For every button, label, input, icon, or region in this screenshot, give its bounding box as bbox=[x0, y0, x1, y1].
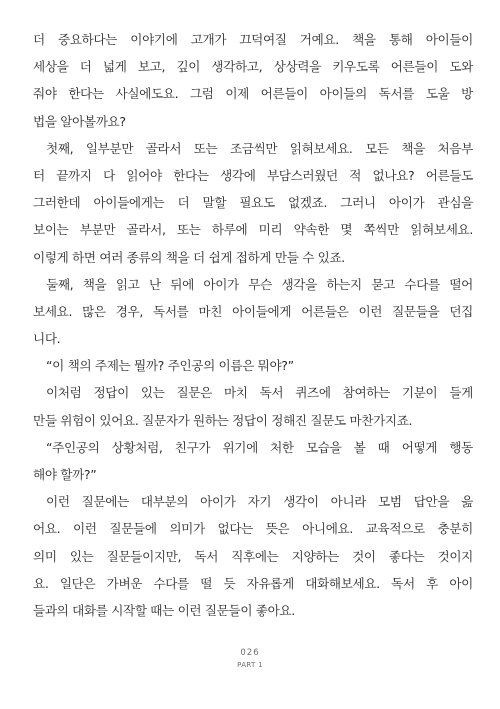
text-line-19: 어요. 이런 질문들에 의미가 없다는 뜻은 아니에요. 교육적으로 충분히 bbox=[33, 521, 473, 537]
text-line-11: 보세요. 많은 경우, 독서를 마친 아이들에게 어른들은 이런 질문들을 던집 bbox=[33, 303, 473, 319]
text-line-13: “이 책의 주제는 뭘까? 주인공의 이름은 뭐야?” bbox=[46, 358, 294, 374]
text-line-9: 이렇게 하면 여러 종류의 책을 더 쉽게 접하게 만들 수 있죠. bbox=[33, 249, 345, 265]
page-number: 026 bbox=[240, 648, 260, 658]
text-line-7: 그러한데 아이들에게는 더 말할 필요도 없겠죠. 그러니 아이가 관심을 bbox=[33, 195, 473, 211]
text-line-14: 이처럼 정답이 있는 질문은 마치 독서 퀴즈에 참여하는 기분이 들게 bbox=[46, 385, 473, 401]
text-line-22: 들과의 대화를 시작할 때는 이런 질문들이 좋아요. bbox=[33, 602, 295, 618]
part-label: PART 1 bbox=[237, 661, 263, 669]
text-line-18: 이런 질문에는 대부분의 아이가 자기 생각이 아니라 모범 답안을 읊 bbox=[46, 494, 473, 510]
body-text bbox=[33, 26, 473, 624]
text-line-6: 터 끝까지 다 읽어야 한다는 생각에 부담스러웠던 적 없나요? 어른들도 bbox=[33, 167, 473, 183]
text-line-2: 세상을 더 넓게 보고, 깊이 생각하고, 상상력을 키우도록 어른들이 도와 bbox=[33, 59, 473, 75]
text-line-21: 요. 일단은 가벼운 수다를 떨 듯 자유롭게 대화해보세요. 독서 후 아이 bbox=[33, 575, 473, 591]
text-line-15: 만들 위험이 있어요. 질문자가 원하는 정답이 정해진 질문도 마찬가지죠. bbox=[33, 412, 413, 428]
text-line-20: 의미 있는 질문들이지만, 독서 직후에는 지양하는 것이 좋다는 것이지 bbox=[33, 548, 473, 564]
text-line-10: 둘째, 책을 읽고 난 뒤에 아이가 무슨 생각을 하는지 묻고 수다를 떨어 bbox=[46, 276, 473, 292]
text-line-1: 더 중요하다는 이야기에 고개가 끄덕여질 거예요. 책을 통해 아이들이 bbox=[33, 32, 473, 47]
text-line-17: 해야 할까?” bbox=[33, 467, 97, 482]
text-line-5: 첫째, 일부분만 골라서 또는 조금씩만 읽혀보세요. 모든 책을 처음부 bbox=[46, 140, 473, 156]
text-line-16: “주인공의 상황처럼, 친구가 위기에 처한 모습을 볼 때 어떻게 행동 bbox=[46, 439, 473, 455]
text-line-12: 니다. bbox=[33, 331, 61, 347]
text-line-8: 보이는 부분만 골라서, 또는 하루에 미리 약속한 몇 쪽씩만 읽혀보세요. bbox=[33, 222, 473, 238]
text-line-4: 법을 알아볼까요? bbox=[33, 113, 126, 129]
text-line-3: 줘야 한다는 사실에도요. 그럼 이제 어른들이 아이들의 독서를 도울 방 bbox=[33, 86, 473, 102]
